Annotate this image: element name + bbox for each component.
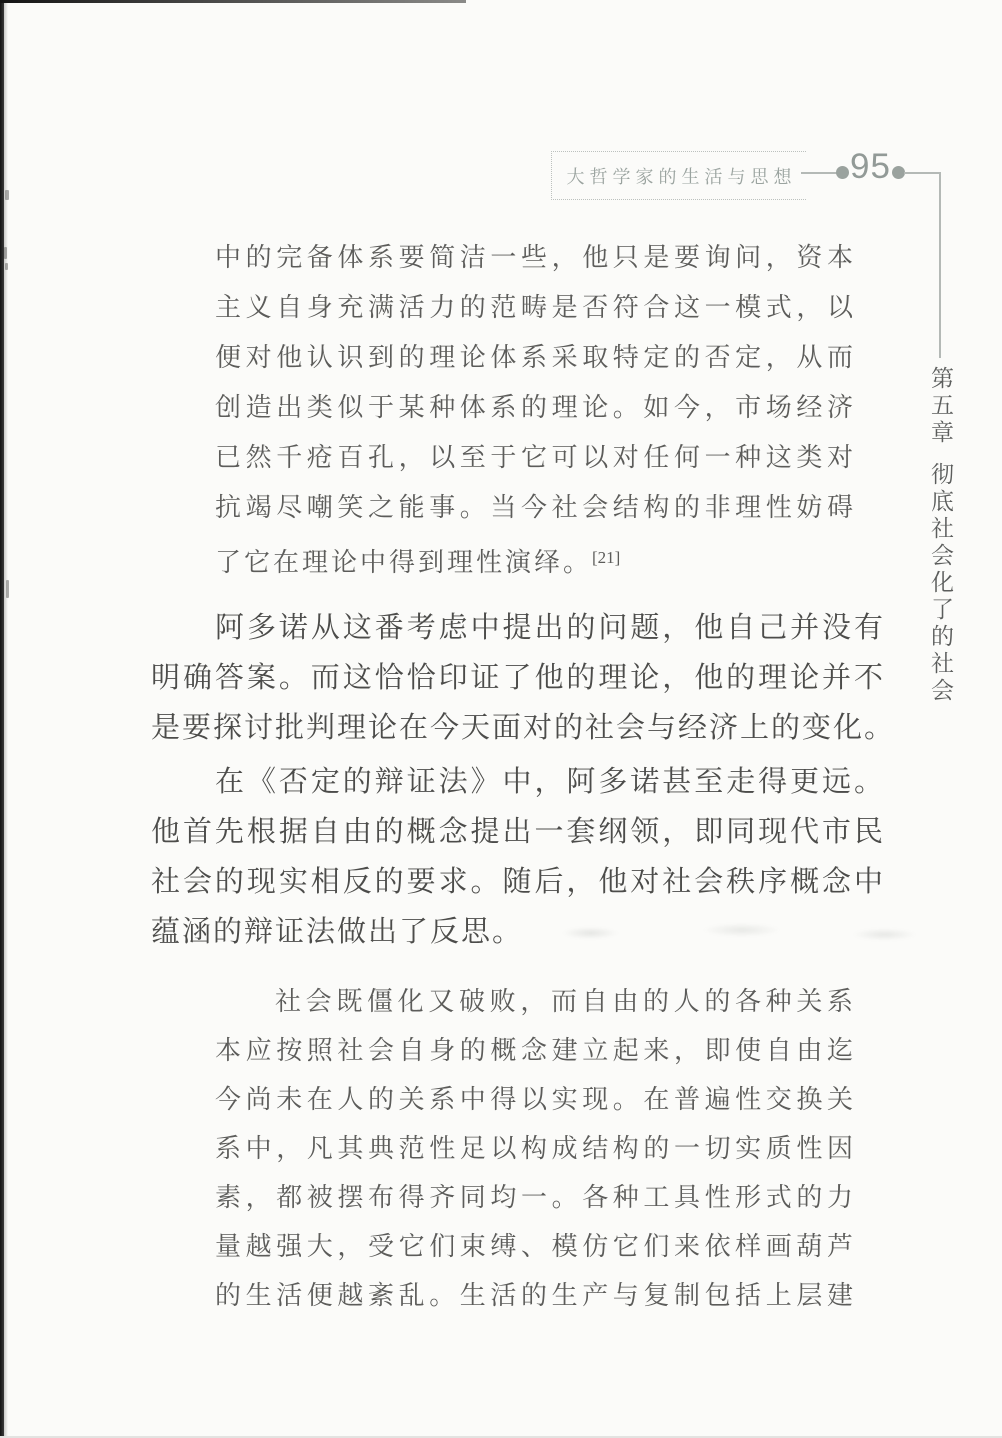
header-rule-right bbox=[904, 172, 940, 174]
quote-line: 便对他认识到的理论体系采取特定的否定，从而 bbox=[215, 343, 856, 372]
paragraph-1 bbox=[151, 603, 896, 753]
paragraph-line: 他首先根据自由的概念提出一套纲领，即同现代市民 bbox=[151, 816, 885, 848]
page-number: 95 bbox=[850, 147, 891, 186]
chapter-title: 彻底社会化了的社会 bbox=[928, 462, 953, 705]
paragraph-line: 是要探讨批判理论在今天面对的社会与经济上的变化。 bbox=[151, 712, 896, 744]
block-quote-1 bbox=[215, 233, 856, 588]
running-head-title: 大哲学家的生活与思想 bbox=[566, 166, 797, 187]
quote-line: 的生活便越紊乱。生活的生产与复制包括上层建 bbox=[215, 1281, 856, 1310]
scan-speck bbox=[5, 190, 9, 200]
quote-line: 素，都被摆布得齐同均一。各种工具性形式的力 bbox=[215, 1183, 856, 1212]
paragraph-line: 社会的现实相反的要求。随后，他对社会秩序概念中 bbox=[151, 866, 885, 898]
quote-line: 创造出类似于某种体系的理论。如今，市场经济 bbox=[215, 393, 856, 422]
footnote-reference: [21] bbox=[592, 548, 621, 567]
quote-line: 系中，凡其典范性足以构成结构的一切实质性因 bbox=[215, 1134, 856, 1163]
quote-line: 已然千疮百孔，以至于它可以对任何一种这类对 bbox=[215, 443, 856, 472]
header-dot-left bbox=[836, 166, 849, 179]
quote-line: 中的完备体系要简洁一些，他只是要询问，资本 bbox=[215, 243, 856, 272]
quote-line: 本应按照社会自身的概念建立起来，即使自由迄 bbox=[215, 1036, 856, 1065]
block-quote-2 bbox=[215, 977, 856, 1320]
scan-speck bbox=[6, 580, 9, 598]
margin-connector-rule bbox=[939, 172, 941, 358]
paragraph-line: 阿多诺从这番考虑中提出的问题，他自己并没有 bbox=[215, 612, 885, 644]
scan-edge-top bbox=[0, 0, 466, 3]
quote-line: 主义自身充满活力的范畴是否符合这一模式，以 bbox=[215, 293, 856, 322]
scan-speck bbox=[4, 247, 7, 259]
quote-line: 量越强大，受它们束缚、模仿它们来依样画葫芦 bbox=[215, 1232, 856, 1261]
paragraph-line: 明确答案。而这恰恰印证了他的理论，他的理论并不 bbox=[151, 662, 885, 694]
quote-line bbox=[215, 533, 856, 588]
quote-line-text: 了它在理论中得到理性演绎。 bbox=[215, 548, 593, 577]
quote-line: 社会既僵化又破败，而自由的人的各种关系 bbox=[275, 987, 856, 1016]
quote-line: 今尚未在人的关系中得以实现。在普遍性交换关 bbox=[215, 1085, 856, 1114]
running-head-box bbox=[551, 151, 806, 200]
scan-edge-left-shadow bbox=[4, 0, 8, 1438]
paragraph-line: 蕴涵的辩证法做出了反思。 bbox=[151, 916, 524, 948]
paragraph-line: 在《否定的辩证法》中，阿多诺甚至走得更远。 bbox=[215, 766, 885, 798]
paragraph-2 bbox=[151, 757, 885, 957]
chapter-number: 第五章 bbox=[928, 366, 953, 447]
scan-speck bbox=[5, 263, 8, 270]
quote-line: 抗竭尽嘲笑之能事。当今社会结构的非理性妨碍 bbox=[215, 493, 856, 522]
chapter-margin-label bbox=[924, 366, 957, 726]
header-rule-left bbox=[801, 172, 837, 174]
